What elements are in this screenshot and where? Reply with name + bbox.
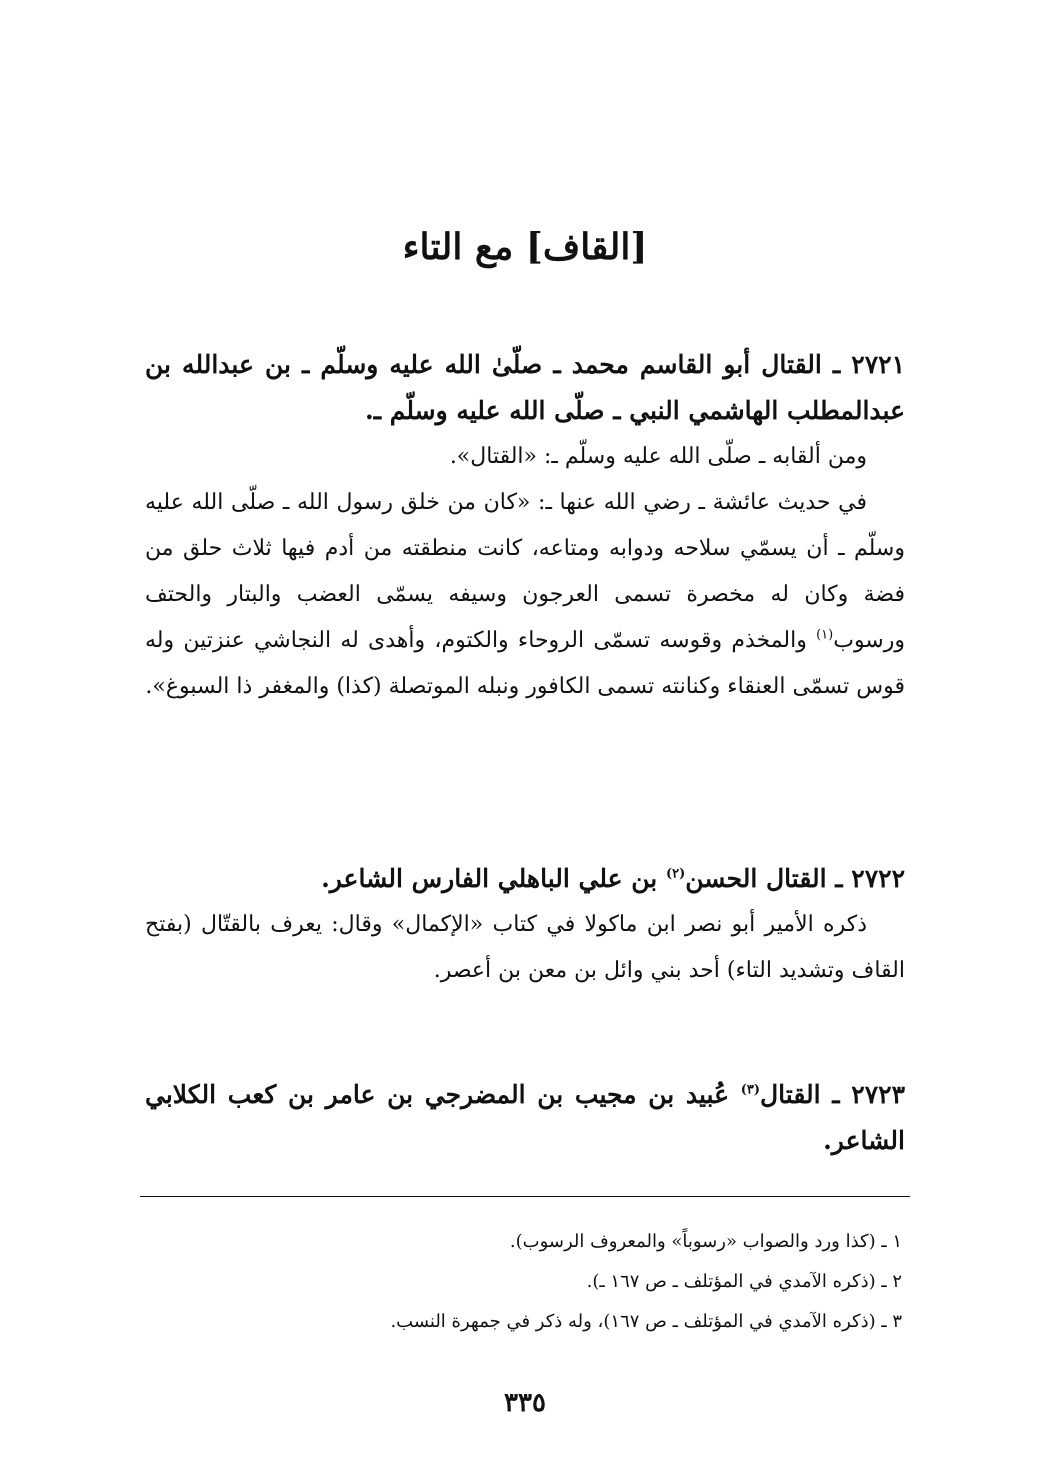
section-title: [القاف] مع التاء [402, 226, 648, 268]
footnotes-list [142, 1222, 902, 1342]
entry-heading-text: عُبيد بن مجيب بن المضرجي بن عامر بن كعب الكلابي الشاعر. [145, 1080, 905, 1155]
entry-heading [145, 856, 905, 902]
footnote-divider [140, 1196, 910, 1197]
footnote-item: ٣ ـ (ذكره الآمدي في المؤتلف ـ ص ١٦٧)، وله ذكر في جمهرة النسب. [390, 1311, 902, 1332]
entry-number: ٢٧٢١ [851, 350, 905, 379]
entry-heading-text: ـ القتال [760, 1080, 840, 1109]
entry-number: ٢٧٢٢ [851, 864, 905, 893]
entry-heading [145, 342, 905, 434]
entry-paragraph: ومن ألقابه ـ صلّى الله عليه وسلّم ـ: «القتال». [449, 444, 867, 469]
entry-paragraph [145, 480, 905, 710]
entry-heading-text: ـ القتال الحسن [685, 864, 843, 893]
footnote-item: ١ ـ (كذا ورد والصواب «رسوباً» والمعروف الرسوب). [509, 1231, 902, 1252]
entry-heading [145, 1072, 905, 1164]
entry-heading-text: بن علي الباهلي الفارس الشاعر. [321, 864, 658, 893]
entry-2723 [145, 1072, 905, 1164]
entry-paragraph: ذكره الأمير أبو نصر ابن ماكولا في كتاب «الإكمال» وقال: يعرف بالقتّال (بفتح القاف وتشديد التاء) أحد بني وائل بن معن بن أعصر. [145, 912, 905, 983]
entry-number: ٢٧٢٣ [851, 1080, 905, 1109]
entry-2722 [145, 856, 905, 994]
footnote-ref[interactable]: (٣) [740, 1082, 761, 1098]
footnote-ref[interactable]: (١) [816, 627, 834, 643]
entry-heading-text: ـ القتال أبو القاسم محمد ـ صلّىٰ الله عليه وسلّم ـ بن عبدالله بن عبدالمطلب الهاشمي النبي ـ صلّى الله عليه وسلّم ـ. [145, 350, 905, 425]
footnote-ref[interactable]: (٢) [665, 866, 686, 882]
paragraph-text: والمخذم وقوسه تسمّى الروحاء والكتوم، وأهدى له النجاشي عنزتين وله قوس تسمّى العنقاء وكنانته تسمى الكافور ونبله الموتصلة (كذا) والمغفر ذا السبوغ». [145, 628, 905, 699]
entry-2721 [145, 342, 905, 710]
footnote-item: ٢ ـ (ذكره الآمدي في المؤتلف ـ ص ١٦٧ ـ). [586, 1271, 902, 1292]
page-number: ٣٣٥ [504, 1388, 546, 1418]
paragraph-text: في حديث عائشة ـ رضي الله عنها ـ: «كان من خلق رسول الله ـ صلّى الله عليه وسلّم ـ أن يسمّي سلاحه ودوابه ومتاعه، كانت منطقته من أدم فيها ثلاث حلق من فضة وكان له مخصرة تسمى العرجون وسيفه يسمّى العضب والبتار والحتف ورسوب [145, 490, 905, 653]
